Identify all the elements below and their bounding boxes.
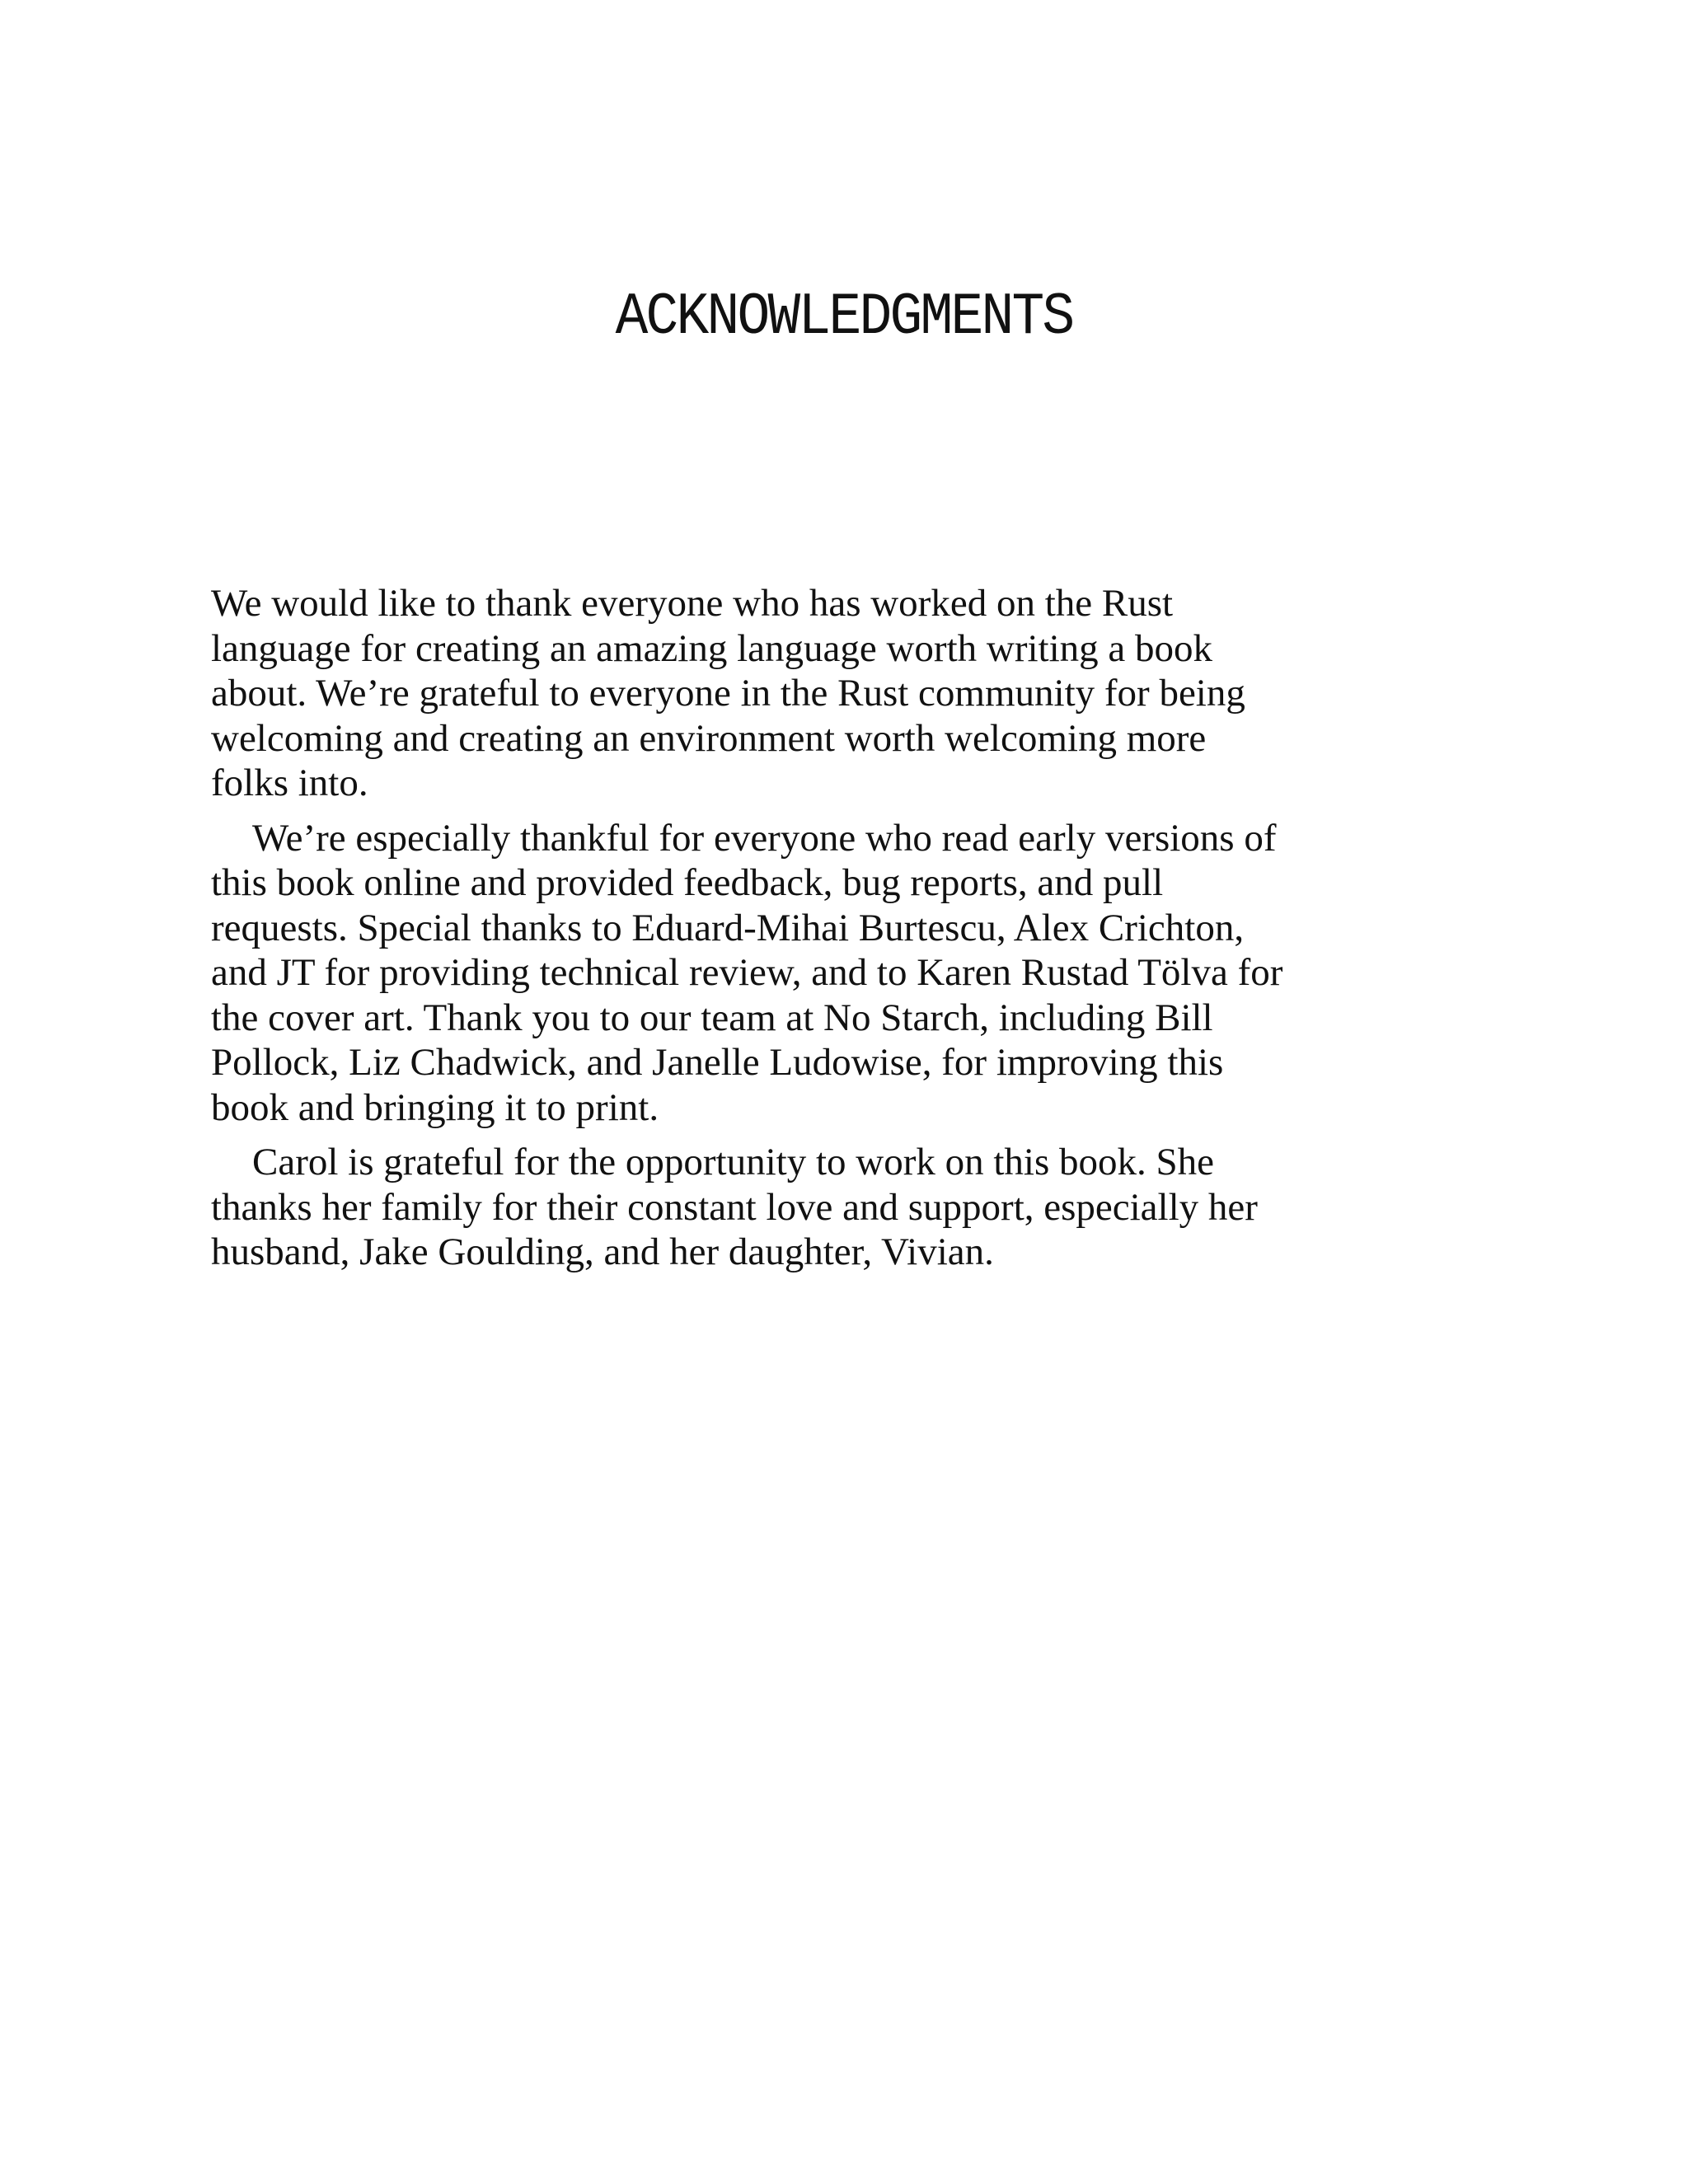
line: We’re especially thankful for everyone who read early versions of	[252, 816, 1277, 860]
line: thanks her family for their constant love and support, especially her	[211, 1185, 1258, 1229]
line: Pollock, Liz Chadwick, and Janelle Ludowise, for improving this	[211, 1041, 1224, 1084]
line: this book online and provided feedback, bug reports, and pull	[211, 861, 1164, 904]
line: husband, Jake Goulding, and her daughter, Vivian.	[211, 1230, 994, 1273]
line: requests. Special thanks to Eduard-Mihai Burtescu, Alex Crichton,	[211, 906, 1245, 949]
line: welcoming and creating an environment worth welcoming more	[211, 716, 1207, 760]
line: language for creating an amazing language worth writing a book	[211, 626, 1213, 670]
line: about. We’re grateful to everyone in the Rust community for being	[211, 672, 1245, 715]
paragraph-1	[211, 581, 1464, 806]
paragraph-3	[211, 1140, 1464, 1275]
line: and JT for providing technical review, and to Karen Rustad Tölva for	[211, 951, 1283, 994]
line: book and bringing it to print.	[211, 1085, 659, 1129]
page-title: ACKNOWLEDGMENTS	[615, 284, 1073, 351]
line: the cover art. Thank you to our team at No Starch, including Bill	[211, 996, 1213, 1039]
acknowledgments-body	[211, 581, 1464, 1285]
line: folks into.	[211, 762, 368, 804]
paragraph-2	[211, 816, 1464, 1131]
line: We would like to thank everyone who has worked on the Rust	[211, 582, 1174, 625]
line: Carol is grateful for the opportunity to work on this book. She	[252, 1141, 1215, 1183]
